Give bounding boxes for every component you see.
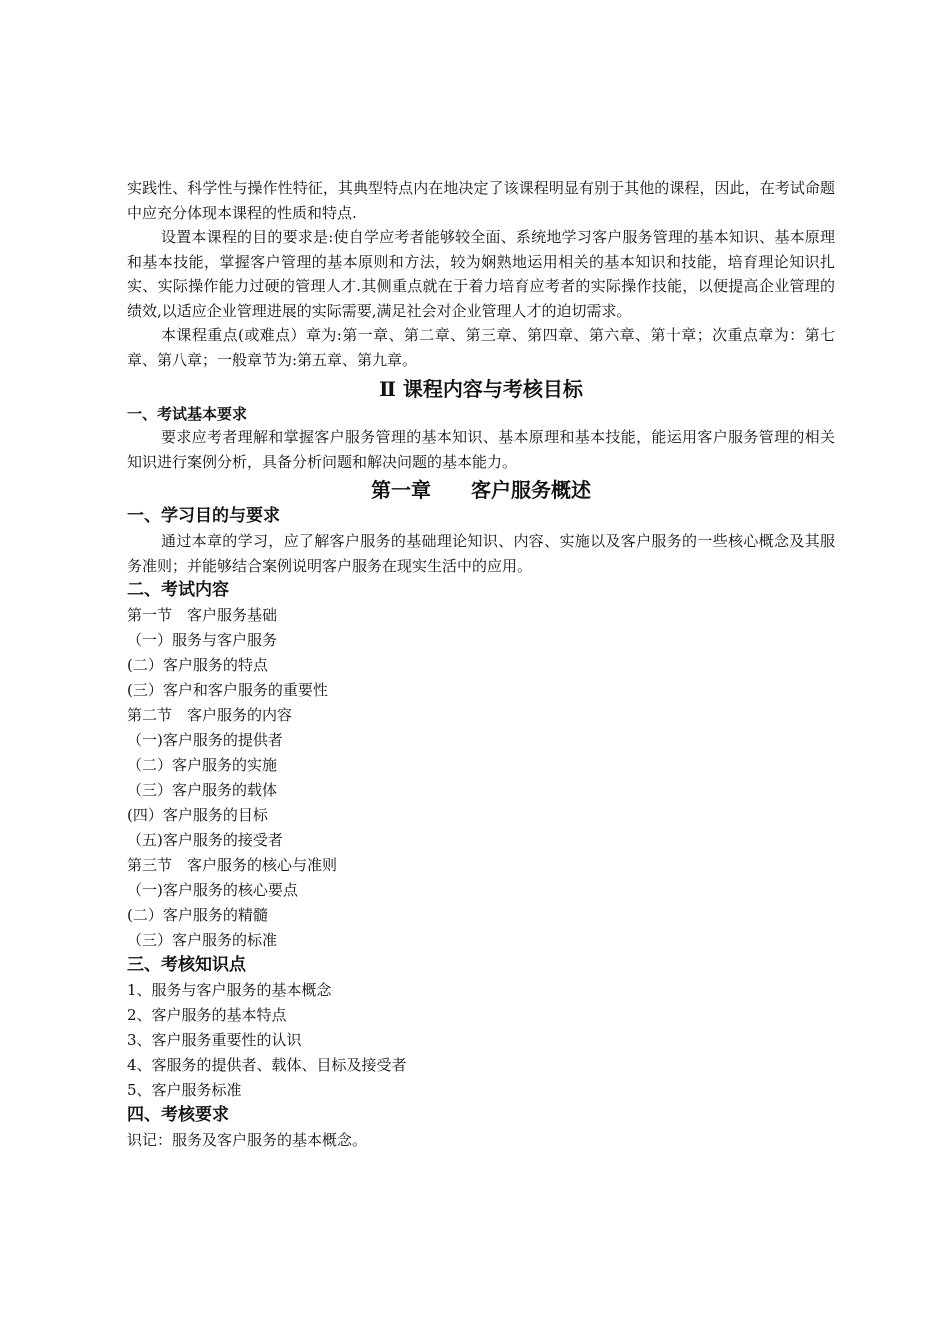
content-line: （三）客户服务的载体 — [127, 781, 278, 799]
chapter-title: 第一章 客户服务概述 — [371, 478, 591, 502]
content-line: (四）客户服务的目标 — [127, 806, 268, 824]
content-line: （一）服务与客户服务 — [127, 631, 278, 649]
intro-paragraph-3: 本课程重点(或难点）章为:第一章、第二章、第三章、第四章、第六章、第十章；次重点章为：第七章、第八章；一般章节为:第五章、第九章。 — [127, 326, 835, 369]
assessment-requirement-line: 识记：服务及客户服务的基本概念。 — [127, 1131, 368, 1149]
learning-goal-text: 通过本章的学习，应了解客户服务的基础理论知识、内容、实施以及客户服务的一些核心概念及其服务准则；并能够结合案例说明客户服务在现实生活中的应用。 — [127, 532, 835, 575]
knowledge-point: 5、客户服务标准 — [127, 1081, 242, 1099]
learning-goal-heading: 一、学习目的与要求 — [127, 506, 280, 526]
document-page — [127, 176, 835, 1153]
exam-content-heading: 二、考试内容 — [127, 580, 229, 600]
content-line: 第二节 客户服务的内容 — [127, 706, 293, 724]
content-line: （五)客户服务的接受者 — [127, 831, 283, 849]
intro-paragraph-1: 实践性、科学性与操作性特征，其典型特点内在地决定了该课程明显有别于其他的课程，因此，在考试命题中应充分体现本课程的性质和特点. — [127, 179, 835, 222]
content-line: （一)客户服务的核心要点 — [127, 881, 298, 899]
intro-paragraph-2: 设置本课程的目的要求是:使自学应考者能够较全面、系统地学习客户服务管理的基本知识、基本原理和基本技能，掌握客户管理的基本原则和方法，较为娴熟地运用相关的基本知识和技能，培育理论知识扎实、实际操作能力过硬的管理人才.其侧重点就在于着力培育应考者的实际操作技能，以便提高企业管理的绩效,以适应企业管理进展的实际需要,满足社会对企业管理人才的迫切需求。 — [127, 228, 835, 320]
content-line: (三）客户和客户服务的重要性 — [127, 681, 328, 699]
content-line: （一)客户服务的提供者 — [127, 731, 283, 749]
part2-title: Ⅱ 课程内容与考核目标 — [379, 377, 583, 401]
exam-requirement-text: 要求应考者理解和掌握客户服务管理的基本知识、基本原理和基本技能，能运用客户服务管理的相关知识进行案例分析，具备分析问题和解决问题的基本能力。 — [127, 428, 835, 471]
content-line: (二）客户服务的精髓 — [127, 906, 268, 924]
knowledge-points-heading: 三、考核知识点 — [127, 955, 246, 975]
exam-requirement-heading: 一、考试基本要求 — [127, 405, 248, 423]
assessment-requirement-heading: 四、考核要求 — [127, 1105, 229, 1125]
knowledge-point: 1、服务与客户服务的基本概念 — [127, 981, 332, 999]
content-line: 第三节 客户服务的核心与准则 — [127, 856, 338, 874]
knowledge-point: 4、客服务的提供者、载体、目标及接受者 — [127, 1056, 407, 1074]
content-line: （二）客户服务的实施 — [127, 756, 278, 774]
content-line: （三）客户服务的标准 — [127, 931, 278, 949]
content-line: 第一节 客户服务基础 — [127, 606, 278, 624]
knowledge-point: 2、客户服务的基本特点 — [127, 1006, 287, 1024]
content-line: (二）客户服务的特点 — [127, 656, 268, 674]
knowledge-point: 3、客户服务重要性的认识 — [127, 1031, 302, 1049]
